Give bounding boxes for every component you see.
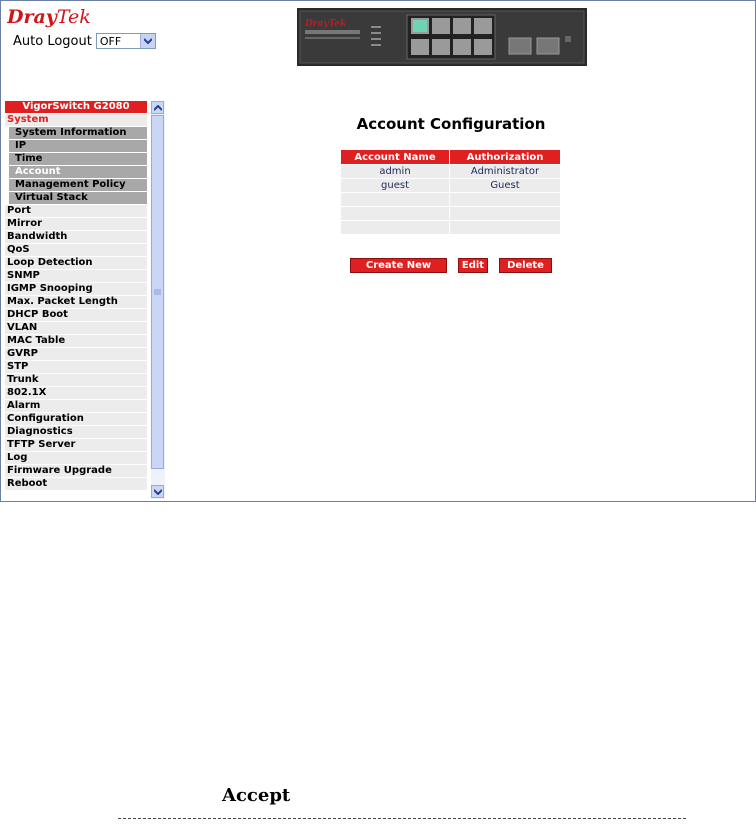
sidebar-item-account[interactable]: Account	[9, 166, 147, 179]
dashed-divider	[118, 818, 686, 819]
sidebar-item-management-policy[interactable]: Management Policy	[9, 179, 147, 192]
delete-button[interactable]: Delete	[499, 258, 552, 273]
table-cell: Guest	[450, 179, 561, 193]
sidebar-item-mirror[interactable]: Mirror	[5, 218, 147, 231]
auto-logout-select[interactable]	[96, 33, 156, 49]
sidebar	[5, 101, 163, 499]
sidebar-item-snmp[interactable]: SNMP	[5, 270, 147, 283]
sidebar-item-qos[interactable]: QoS	[5, 244, 147, 257]
sidebar-item-dhcp-boot[interactable]: DHCP Boot	[5, 309, 147, 322]
sidebar-item-trunk[interactable]: Trunk	[5, 374, 147, 387]
sidebar-item-tftp-server[interactable]: TFTP Server	[5, 439, 147, 452]
column-header-authorization: Authorization	[450, 150, 561, 165]
scroll-down-button[interactable]	[151, 485, 164, 498]
sidebar-item-log[interactable]: Log	[5, 452, 147, 465]
sidebar-item-stp[interactable]: STP	[5, 361, 147, 374]
sidebar-item-firmware-upgrade[interactable]: Firmware Upgrade	[5, 465, 147, 478]
switch-front-panel-image	[297, 8, 587, 66]
sidebar-item-system[interactable]: System	[5, 114, 147, 127]
auto-logout-label: Auto Logout	[13, 33, 92, 49]
table-header-row	[341, 150, 561, 165]
table-row	[341, 221, 561, 235]
sidebar-item-ip[interactable]: IP	[9, 140, 147, 153]
scroll-thumb[interactable]	[151, 115, 164, 469]
table-row[interactable]	[341, 179, 561, 193]
table-cell	[341, 193, 450, 207]
sidebar-item-bandwidth[interactable]: Bandwidth	[5, 231, 147, 244]
sidebar-scrollbar[interactable]	[151, 101, 165, 499]
table-row	[341, 193, 561, 207]
sidebar-item-virtual-stack[interactable]: Virtual Stack	[9, 192, 147, 205]
edit-button[interactable]: Edit	[458, 258, 488, 273]
sidebar-title: VigorSwitch G2080	[5, 101, 147, 113]
sidebar-item-loop-detection[interactable]: Loop Detection	[5, 257, 147, 270]
sidebar-menu	[5, 114, 147, 491]
table-cell	[450, 207, 561, 221]
sidebar-item-alarm[interactable]: Alarm	[5, 400, 147, 413]
table-row	[341, 207, 561, 221]
sidebar-item-igmp-snooping[interactable]: IGMP Snooping	[5, 283, 147, 296]
sidebar-item-system-information[interactable]: System Information	[9, 127, 147, 140]
sidebar-item-802-1x[interactable]: 802.1X	[5, 387, 147, 400]
chevron-down-icon[interactable]	[140, 34, 155, 48]
account-table	[340, 149, 561, 235]
sidebar-item-diagnostics[interactable]: Diagnostics	[5, 426, 147, 439]
sidebar-item-configuration[interactable]: Configuration	[5, 413, 147, 426]
table-row[interactable]	[341, 165, 561, 179]
sidebar-item-vlan[interactable]: VLAN	[5, 322, 147, 335]
svg-text:DrayTek: DrayTek	[7, 6, 91, 28]
table-cell: admin	[341, 165, 450, 179]
table-cell	[341, 221, 450, 235]
auto-logout-row	[13, 33, 156, 49]
auto-logout-value: OFF	[99, 34, 122, 48]
sidebar-item-time[interactable]: Time	[9, 153, 147, 166]
column-header-account-name: Account Name	[341, 150, 450, 165]
grip-icon	[154, 289, 161, 295]
table-cell	[341, 207, 450, 221]
create-new-button[interactable]: Create New	[350, 258, 447, 273]
svg-text:DrayTek: DrayTek	[305, 19, 347, 29]
page-title: Account Configuration	[356, 115, 546, 133]
table-cell: Administrator	[450, 165, 561, 179]
table-cell	[450, 221, 561, 235]
table-cell	[450, 193, 561, 207]
sidebar-item-port[interactable]: Port	[5, 205, 147, 218]
sidebar-item-mac-table[interactable]: MAC Table	[5, 335, 147, 348]
accept-text: Accept	[222, 785, 291, 806]
sidebar-item-gvrp[interactable]: GVRP	[5, 348, 147, 361]
chevron-up-icon	[154, 105, 162, 111]
sidebar-item-reboot[interactable]: Reboot	[5, 478, 147, 491]
draytek-logo	[7, 5, 95, 29]
chevron-down-icon	[154, 489, 162, 495]
table-cell: guest	[341, 179, 450, 193]
scroll-up-button[interactable]	[151, 101, 164, 114]
sidebar-item-max-packet-length[interactable]: Max. Packet Length	[5, 296, 147, 309]
